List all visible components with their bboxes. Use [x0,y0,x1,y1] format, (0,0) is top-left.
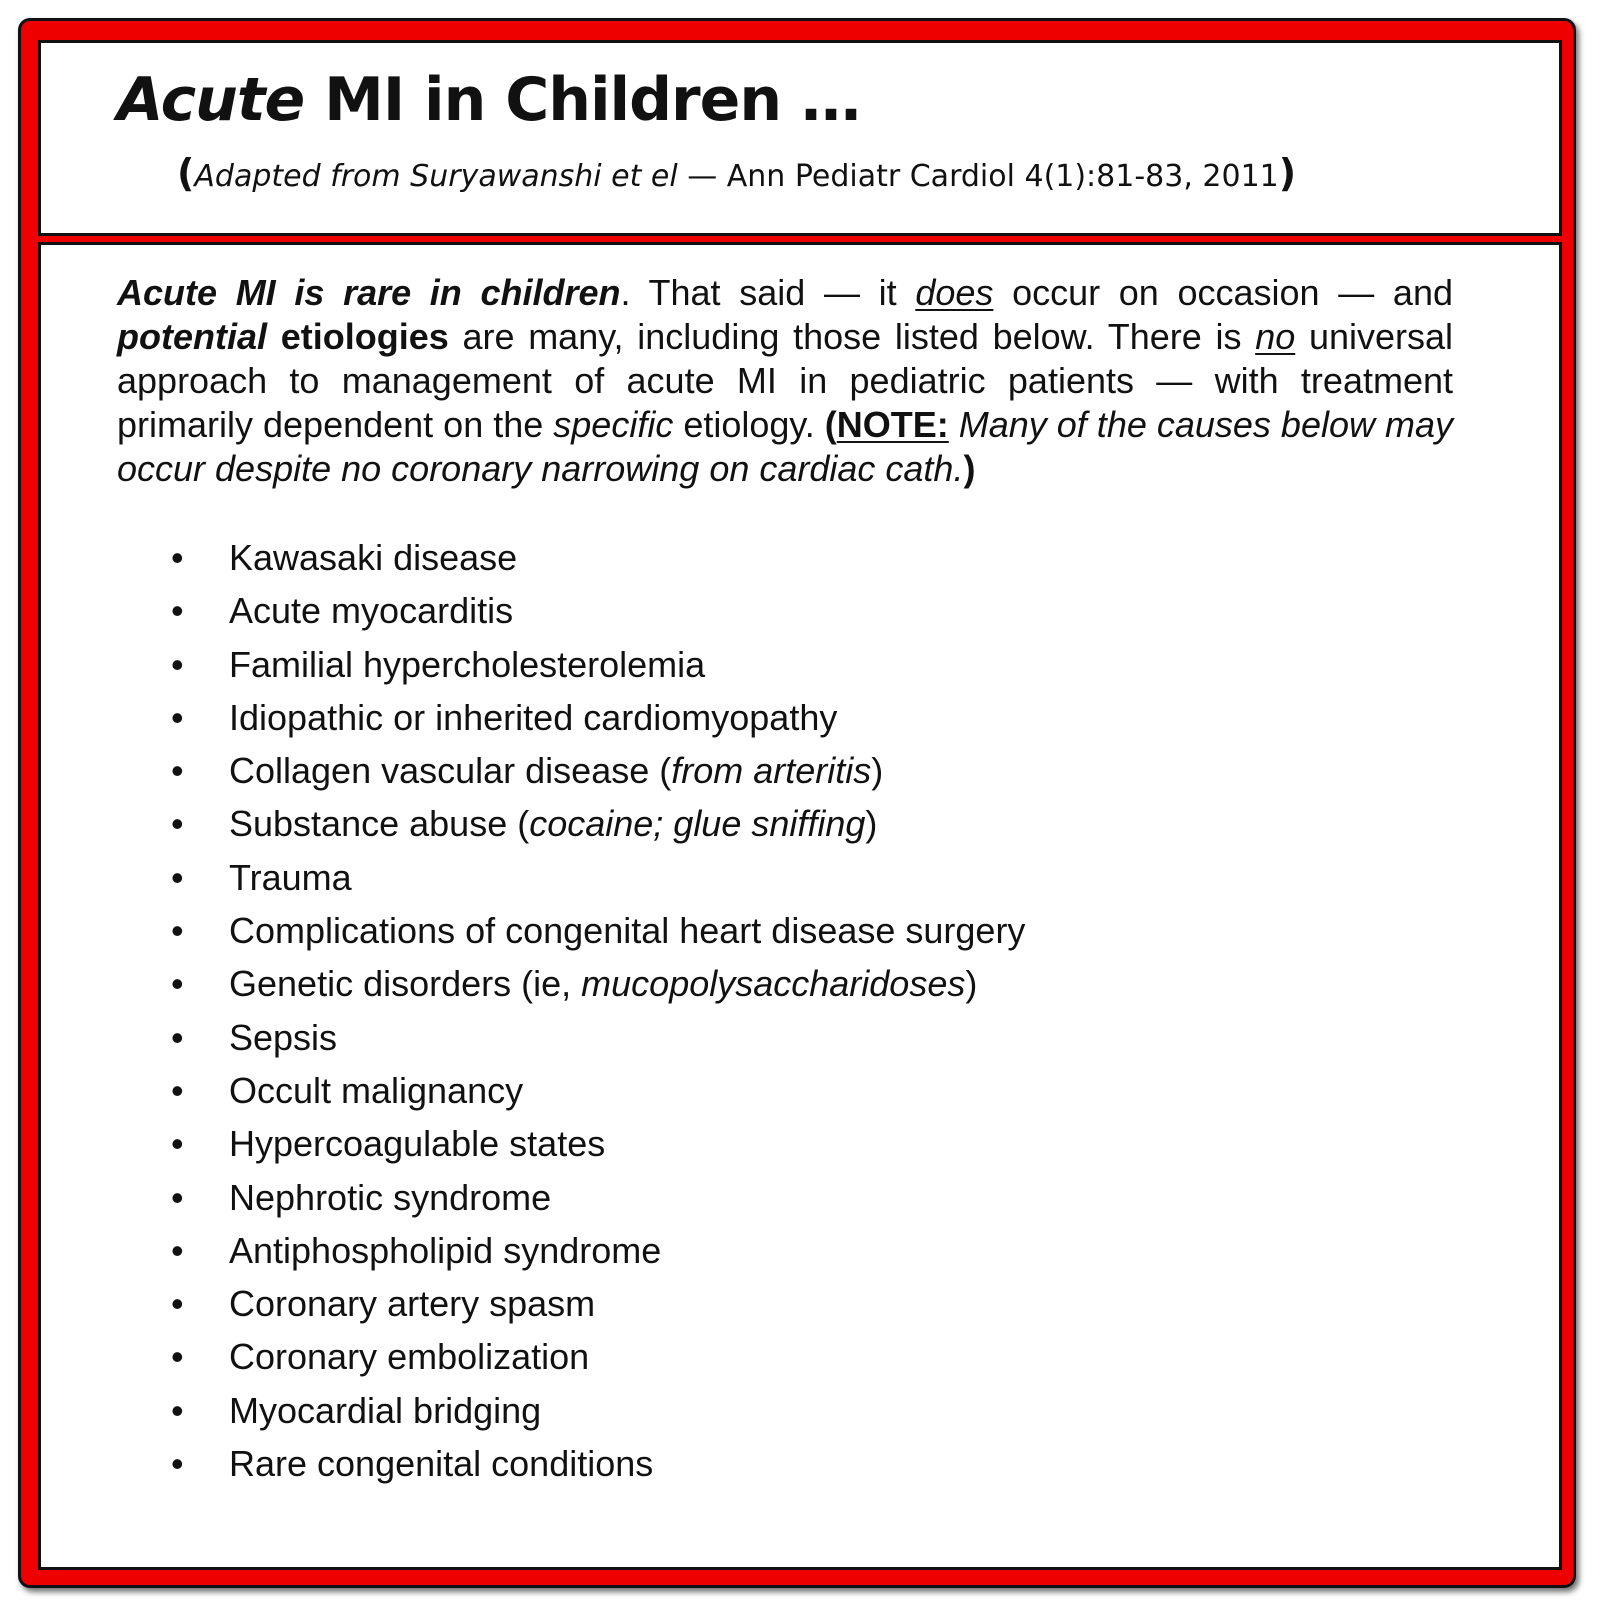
bullet-icon: • [171,1016,184,1058]
bullet-icon: • [171,1176,184,1218]
bullet-icon: • [171,1443,184,1485]
citation-close-paren: ) [1278,151,1297,195]
cause-text: Idiopathic or inherited cardiomyopathy [229,696,838,738]
cause-close-paren: ) [871,750,884,792]
list-item [171,1224,1025,1277]
bullet-icon: • [171,910,184,952]
header-panel [38,40,1562,236]
list-item [171,1117,1025,1170]
bullet-icon: • [171,750,184,792]
cause-text: Kawasaki disease [229,537,518,578]
cause-text: Rare congenital conditions [229,1443,654,1485]
cause-close-paren: ) [865,803,878,845]
note-label: NOTE: [836,404,949,445]
list-item [171,1330,1025,1383]
bullet-icon: • [171,1123,184,1165]
intro-lead: Acute MI is rare in children [117,272,621,313]
list-item [171,638,1025,691]
cause-text: Genetic disorders (ie, [229,963,582,1005]
list-item [171,904,1025,957]
cause-text: Nephrotic syndrome [229,1176,552,1218]
cause-text: Acute myocarditis [229,590,514,632]
bullet-icon: • [171,1069,184,1111]
bullet-icon: • [171,643,184,685]
content-panel [38,242,1562,1570]
cause-text: Myocardial bridging [229,1389,542,1431]
list-item [171,531,1025,584]
list-item [171,1437,1025,1490]
bullet-icon: • [171,590,184,632]
intro-emphasis-potential: potential [117,316,267,357]
bullet-icon: • [171,1336,184,1378]
list-item [171,1171,1025,1224]
intro-emphasis-etiologies: etiologies [267,316,449,357]
list-item [171,1064,1025,1117]
note-close-paren: ) [963,448,976,489]
intro-text: universal approach to management of acute MI in pediatric patients — with treatment primarily dependent on the [117,316,1454,445]
title-emphasis: Acute [117,65,305,135]
bullet-icon: • [171,1283,184,1325]
intro-emphasis-specific: specific [553,404,674,445]
note-open-paren: ( [824,404,837,445]
causes-list [171,531,1025,1490]
cause-text: Collagen vascular disease ( [229,750,672,792]
list-item [171,1384,1025,1437]
source-citation [177,151,1296,195]
cause-text: Familial hypercholesterolemia [229,643,706,685]
intro-text: occur on occasion — and [993,272,1453,313]
cause-text: Coronary embolization [229,1336,590,1378]
cause-text: Coronary artery spasm [229,1283,596,1325]
citation-journal: — Ann Pediatr Cardiol 4(1):81-83, 2011 [677,159,1279,194]
cause-text: Sepsis [229,1016,338,1058]
cause-detail: from arteritis [671,750,872,792]
intro-emphasis-no: no [1255,316,1296,357]
cause-close-paren: ) [965,963,978,1005]
bullet-icon: • [171,1229,184,1271]
list-item [171,1011,1025,1064]
bullet-icon: • [171,963,184,1005]
cause-text: Occult malignancy [229,1069,524,1111]
bullet-icon: • [171,856,184,898]
intro-text: etiology. [673,404,825,445]
intro-text: are many, including those listed below. There is [448,316,1256,357]
list-item [171,851,1025,904]
page-title [117,65,860,135]
cause-text: Substance abuse ( [229,803,530,845]
intro-text: . That said — it [620,272,916,313]
list-item [171,691,1025,744]
cause-text: Hypercoagulable states [229,1123,606,1165]
bullet-icon: • [171,696,184,738]
bullet-icon: • [171,537,184,578]
list-item [171,1277,1025,1330]
cause-text: Complications of congenital heart disease surgery [229,910,1026,952]
list-item [171,957,1025,1010]
intro-paragraph [117,271,1453,491]
list-item [171,744,1025,797]
cause-detail: cocaine; glue sniffing [529,803,866,845]
intro-emphasis-does: does [915,272,994,313]
cause-text: Trauma [229,856,352,898]
citation-open-paren: ( [177,151,195,195]
list-item [171,584,1025,637]
cause-detail: mucopolysaccharidoses [581,963,966,1005]
bullet-icon: • [171,1389,184,1431]
note-text: Many of the causes below may occur despite no coronary narrowing on cardiac cath. [117,404,1453,489]
list-item [171,797,1025,850]
citation-authors: Adapted from Suryawanshi et el [194,159,678,194]
title-text: MI in Children … [304,65,860,135]
cause-text: Antiphospholipid syndrome [229,1229,662,1271]
bullet-icon: • [171,803,184,845]
